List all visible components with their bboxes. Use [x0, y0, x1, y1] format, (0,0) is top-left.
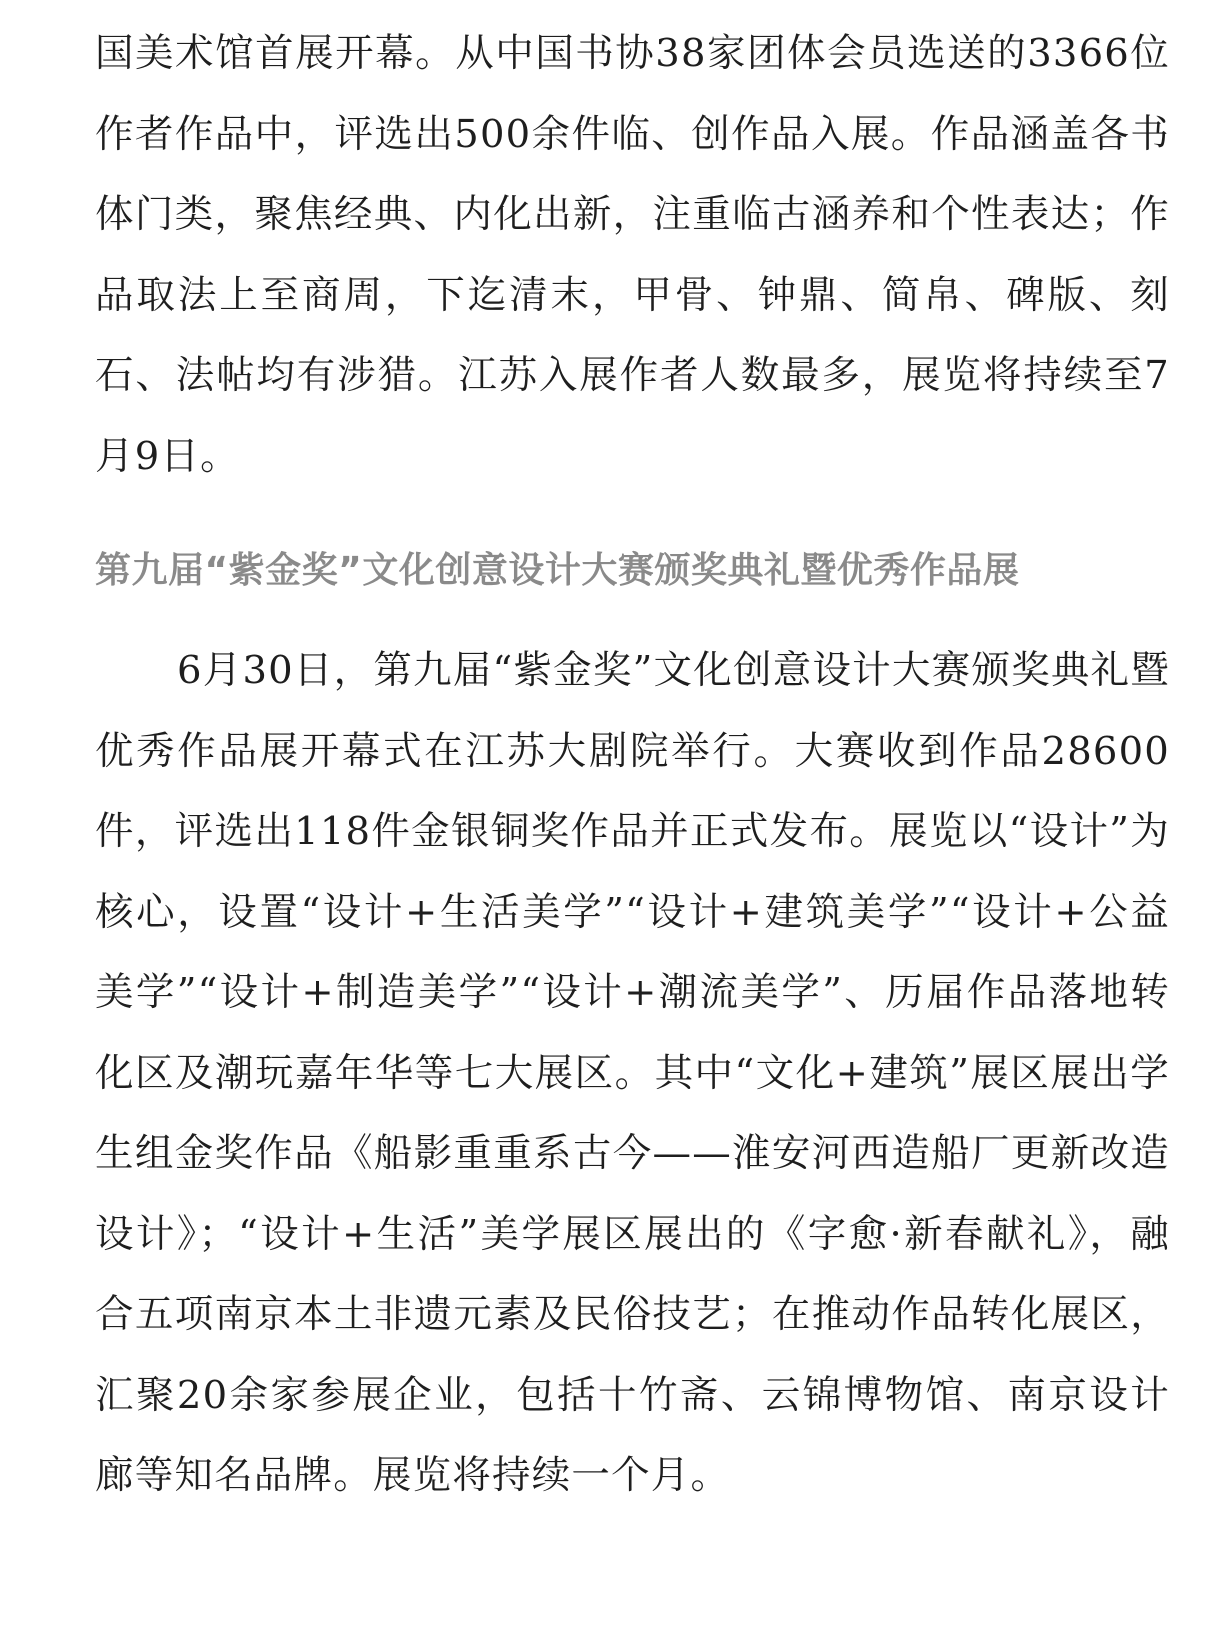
paragraph-continuation: 国美术馆首展开幕。从中国书协38家团体会员选送的3366位作者作品中，评选出500余件临、创作品入展。作品涵盖各书体门类，聚焦经典、内化出新，注重临古涵养和个性表达；作品取法上至商周，下迄清末，甲骨、钟鼎、简帛、碑版、刻石、法帖均有涉猎。江苏入展作者人数最多，展览将持续至7月9日。: [95, 31, 1170, 479]
section-heading: 第九届“紫金奖”文化创意设计大赛颁奖典礼暨优秀作品展: [95, 550, 1020, 591]
paragraph-zijin-award: 6月30日，第九届“紫金奖”文化创意设计大赛颁奖典礼暨优秀作品展开幕式在江苏大剧院举行。大赛收到作品28600件，评选出118件金银铜奖作品并正式发布。展览以“设计”为核心，设置“设计+生活美学”“设计+建筑美学”“设计+公益美学”“设计+制造美学”“设计+潮流美学”、历届作品落地转化区及潮玩嘉年华等七大展区。其中“文化+建筑”展区展出学生组金奖作品《船影重重系古今——淮安河西造船厂更新改造设计》；“设计+生活”美学展区展出的《字愈·新春献礼》，融合五项南京本土非遗元素及民俗技艺；在推动作品转化展区，汇聚20余家参展企业，包括十竹斋、云锦博物馆、南京设计廊等知名品牌。展览将持续一个月。: [95, 648, 1170, 1498]
article-body: [95, 14, 1170, 1517]
